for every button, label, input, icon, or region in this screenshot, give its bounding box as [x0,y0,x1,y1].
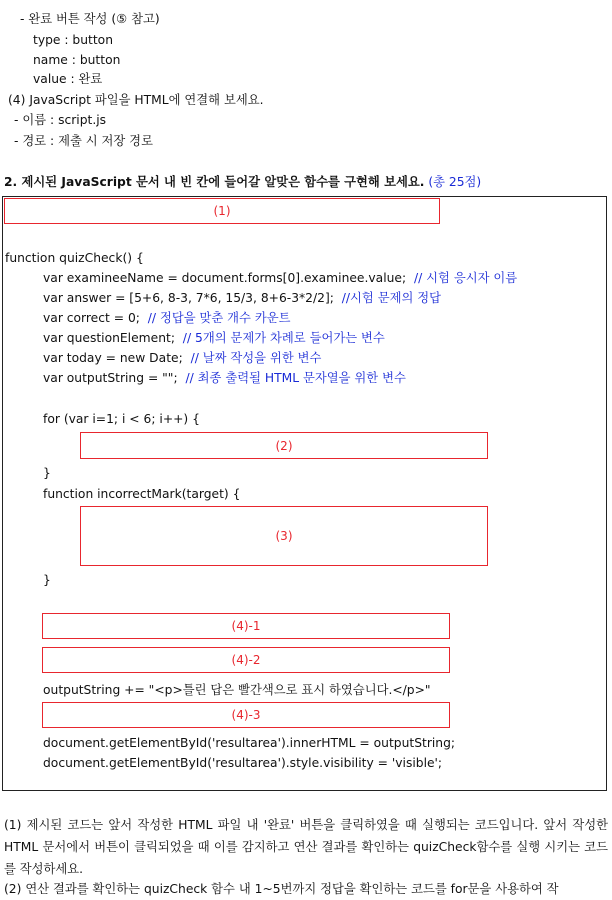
code-text: var correct = 0; [43,311,140,325]
blank-1-label: (1) [213,204,231,218]
list-item-complete-button: - 완료 버튼 작성 (⑤ 참고) [20,12,160,26]
code-text: var examineeName = document.forms[0].examinee.value; [43,271,407,285]
code-close-brace: } [43,573,51,587]
code-comment: // 최종 출력될 HTML 문자열을 위한 변수 [185,371,406,385]
code-line-answer [43,290,441,306]
blank-4-3 [42,702,450,728]
code-comment: // 5개의 문제가 차례로 들어가는 변수 [182,331,385,345]
blank-2-label: (2) [275,438,293,453]
code-output-append: outputString += "<p>틀린 답은 빨간색으로 표시 하였습니다.</p>" [43,683,431,697]
code-fn-incorrectmark: function incorrectMark(target) { [43,487,241,501]
blank-4-2 [42,647,450,673]
code-visibility: document.getElementById('resultarea').style.visibility = 'visible'; [43,756,443,770]
list-item-filename: - 이름 : script.js [14,113,107,127]
code-close-brace: } [43,466,51,480]
code-comment: // 날짜 작성을 위한 변수 [190,351,322,365]
code-comment: //시험 문제의 정답 [341,291,442,305]
instruction-paragraph-1: (1) 제시된 코드는 앞서 작성한 HTML 파일 내 '완료' 버튼을 클릭하였을 때 실행되는 코드입니다. 앞서 작성한 HTML 문서에서 버튼이 클릭되었을 때 이를 감지하고 연산 결과를 확인하는 quizCheck함수를 실행 시키는 코드를 작성하세요. [4,818,608,876]
code-comment: // 정답을 맞춘 개수 카운트 [147,311,291,325]
blank-4-3-label: (4)-3 [231,708,261,722]
code-line-question-element [43,330,385,346]
list-item-step4: (4) JavaScript 파일을 HTML에 연결해 보세요. [8,93,264,107]
blank-2 [80,432,488,459]
question-text: 2. 제시된 JavaScript 문서 내 빈 칸에 들어갈 알맞은 함수를 구현해 보세요. [4,175,425,189]
code-text: var today = new Date; [43,351,183,365]
list-item-value: value : 완료 [33,72,103,86]
blank-1 [4,198,440,224]
question-points: (총 25점) [428,175,482,189]
code-line-today [43,350,321,366]
blank-3-label: (3) [275,529,293,543]
list-item-type: type : button [33,33,113,47]
code-text: var outputString = ""; [43,371,178,385]
code-inner-html: document.getElementById('resultarea').innerHTML = outputString; [43,736,456,750]
question-title [4,174,481,190]
code-for-loop: for (var i=1; i < 6; i++) { [43,412,200,426]
blank-4-1 [42,613,450,639]
blank-4-2-label: (4)-2 [231,653,261,667]
code-comment: // 시험 응시자 이름 [413,271,518,285]
blank-3 [80,506,488,566]
blank-4-1-label: (4)-1 [231,619,261,633]
code-text: var questionElement; [43,331,175,345]
code-text: var answer = [5+6, 8-3, 7*6, 15/3, 8+6-3*2/2]; [43,291,334,305]
instruction-paragraph-2: (2) 연산 결과를 확인하는 quizCheck 함수 내 1~5번까지 정답을 확인하는 코드를 for문을 사용하여 작 [4,882,559,896]
code-fn-quizcheck: function quizCheck() { [5,251,144,265]
code-line-output-string [43,370,406,386]
code-line-correct [43,310,290,326]
list-item-path: - 경로 : 제출 시 저장 경로 [14,134,153,148]
code-line-examinee [43,270,517,286]
list-item-name: name : button [33,53,121,67]
